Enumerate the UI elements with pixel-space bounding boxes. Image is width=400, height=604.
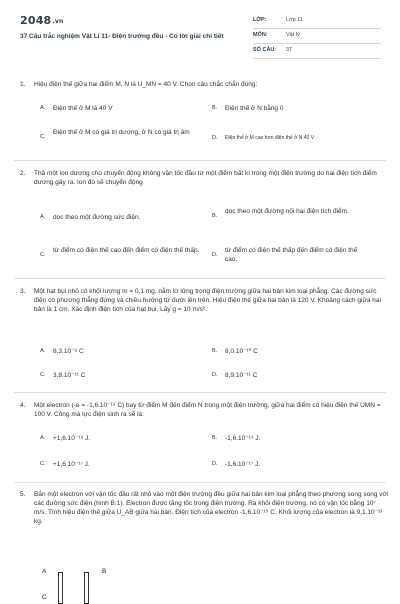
option-text: Điện thế ở M là 40 V bbox=[53, 105, 113, 112]
option-text: +1,6.10⁻¹⁹ J. bbox=[53, 435, 91, 442]
option-text: Điện thế ở M cao hơn điện thế ở N 40 V bbox=[225, 135, 315, 141]
option-letter: D. bbox=[212, 372, 218, 378]
option-text: từ điểm có điện thế cao đến điểm có điện thế thấp. bbox=[53, 247, 200, 254]
option-text: Điện thế ở N bằng 0 bbox=[225, 105, 284, 112]
meta-label: SỐ CÂU: bbox=[253, 47, 277, 53]
question-divider bbox=[14, 482, 386, 483]
figure-b1 bbox=[40, 566, 110, 600]
option-text: 8,0.10⁻¹⁰ C bbox=[225, 348, 258, 355]
meta-label: MÔN: bbox=[253, 32, 268, 38]
question-number: 1. bbox=[20, 81, 26, 88]
option-letter: A. bbox=[40, 214, 46, 220]
option-letter: A. bbox=[40, 435, 46, 441]
plate-b bbox=[84, 572, 89, 604]
question-number: 5. bbox=[20, 491, 26, 498]
option-text: dọc theo một đường nối hai điện tích điểm. bbox=[225, 208, 349, 215]
question-divider bbox=[14, 278, 386, 279]
option-text: dọc theo một đường sức điện. bbox=[53, 214, 141, 221]
option-text: 8,9.10⁻¹¹ C bbox=[225, 372, 258, 379]
option-letter: D. bbox=[212, 252, 218, 258]
question-stem: Một hạt bụi nhỏ có khối lượng m = 0,1 mg, nằm lơ lửng trong điện trường giữa hai bản kim loại phẳng. Các đường sức điện có phương thẳng đứng và chiều hướng từ dưới lên trên. Hiệu điện thế giữa hai bản là 120 V. Khoảng cách giữa hai bản là 1 cm. Xác định điện tích của hạt bụi. Lấy g = 10 m/s². bbox=[34, 288, 381, 313]
meta-value: Lớp 11 bbox=[286, 17, 303, 23]
question-number: 3. bbox=[20, 288, 26, 295]
meta-row-subject bbox=[253, 29, 381, 44]
plate-label-a: A bbox=[42, 568, 47, 575]
option-text: từ điểm có điện thế thấp đến điểm có điện thế cao. bbox=[225, 247, 358, 263]
option-letter: C. bbox=[40, 252, 46, 258]
option-letter: D. bbox=[212, 461, 218, 467]
option-text: 3,8.10⁻¹¹ C bbox=[53, 372, 86, 379]
plate-label-b: B bbox=[102, 568, 107, 575]
question-stem: Một electron (-e = -1,6.10⁻¹⁹ C) bay từ điểm M đến điểm N trong một điện trường, giữa hai điểm có hiệu điện thế UMN = 100 V. Công mà lực điện sinh ra sẽ là: bbox=[34, 402, 381, 418]
option-letter: B. bbox=[212, 348, 218, 354]
document-header bbox=[0, 0, 400, 62]
question-stem: Thả một ion dương cho chuyển động không vận tốc đầu từ một điểm bất kì trong một điện trường do hai điện tích điểm dương gây ra. Ion đó sẽ chuyển động bbox=[34, 170, 377, 186]
document-title: 37 Câu trắc nghiệm Vật Lí 11- Điện trường đều - Có lời giải chi tiết bbox=[20, 33, 224, 40]
option-text: -1,6.10⁻¹⁷ J. bbox=[225, 461, 261, 468]
option-letter: C. bbox=[40, 461, 46, 467]
meta-row-count bbox=[253, 44, 381, 59]
question-stem: Bắn một electron với vận tốc đầu rất nhỏ vào một điện trường đều giữa hai bản kim loại phẳng theo phương song song với các đường sức điện (hình B.1). Electron được tăng tốc trong điện trường. Ra khỏi điện trường, nó có vận tốc bằng 10⁷ m/s. Tính hiệu điện thế giữa U_AB giữa hai bản. Điện tích của electron -1,6.10⁻¹⁹ C. Khối lượng của electron là 9,1.10⁻³¹ kg. bbox=[34, 491, 389, 525]
option-letter: C. bbox=[40, 372, 46, 378]
question-stem: Hiệu điện thế giữa hai điểm M, N là U_MN = 40 V. Chọn câu chắc chắn đúng: bbox=[34, 81, 258, 88]
option-text: 8,3.10⁻⁸ C bbox=[53, 348, 84, 355]
meta-value: 37 bbox=[286, 47, 293, 53]
option-letter: A. bbox=[40, 348, 46, 354]
question-divider bbox=[14, 160, 386, 161]
meta-row-class bbox=[253, 14, 381, 29]
logo-text: 2048 bbox=[20, 14, 52, 27]
logo-suffix: .vn bbox=[52, 17, 64, 25]
option-text: Điện thế ở M có giá trị dương, ở N có giá trị âm bbox=[53, 129, 190, 136]
option-letter: B. bbox=[212, 213, 218, 219]
site-logo[interactable] bbox=[20, 14, 63, 27]
question-number: 2. bbox=[20, 170, 26, 177]
meta-value: Vật lý bbox=[286, 32, 300, 38]
option-letter: A. bbox=[40, 105, 46, 111]
meta-label: LỚP: bbox=[253, 17, 267, 23]
question-divider bbox=[14, 392, 386, 393]
option-text: +1,6.10⁻¹⁷ J. bbox=[53, 461, 90, 468]
point-label-c: C bbox=[42, 594, 47, 601]
document-meta bbox=[253, 14, 381, 59]
option-letter: C. bbox=[40, 134, 46, 140]
plate-a bbox=[58, 572, 63, 604]
option-letter: B. bbox=[212, 435, 218, 441]
option-text: -1,6.10⁻¹⁹ J. bbox=[225, 435, 261, 442]
option-letter: D. bbox=[212, 135, 218, 141]
option-letter: B. bbox=[212, 105, 218, 111]
question-number: 4. bbox=[20, 402, 26, 409]
